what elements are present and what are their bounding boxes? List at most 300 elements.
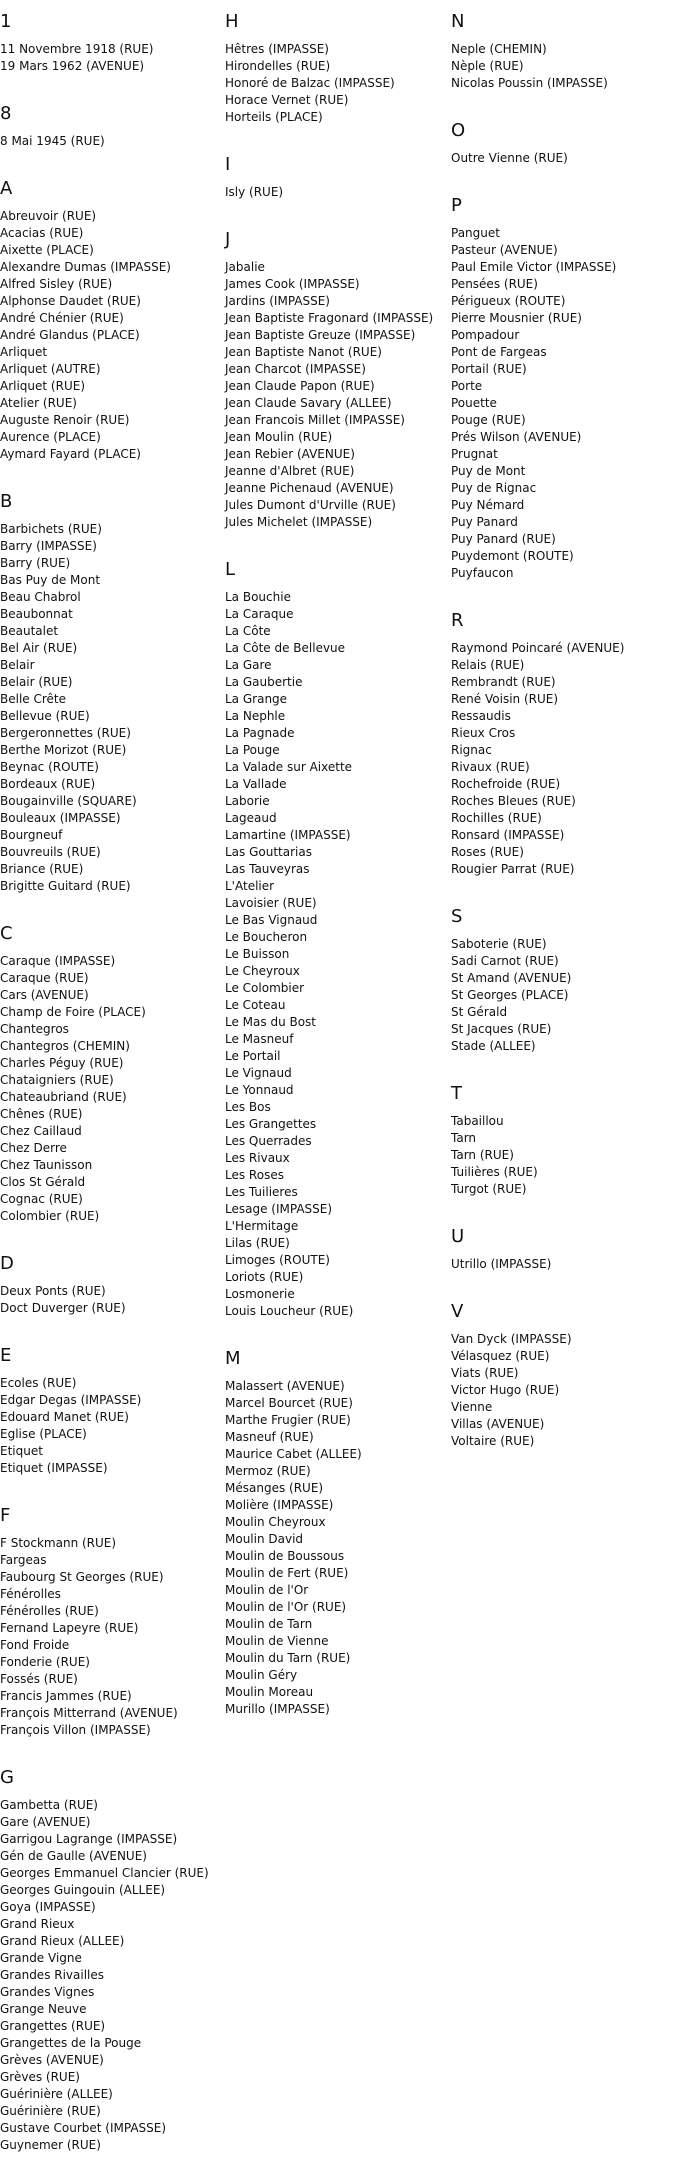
street-name: Saboterie (RUE) bbox=[451, 937, 547, 951]
street-name: Puyfaucon bbox=[451, 566, 514, 580]
street-name: 19 Mars 1962 (AVENUE) bbox=[0, 59, 145, 73]
street-name: Murillo (IMPASSE) bbox=[225, 1702, 330, 1716]
street-name: Chantegros bbox=[0, 1022, 69, 1036]
street-name: Paul Emile Victor (IMPASSE) bbox=[451, 260, 617, 274]
street-name: Puy Némard bbox=[451, 498, 525, 512]
street-name: Horteils (PLACE) bbox=[225, 110, 323, 124]
letter-section bbox=[225, 0, 450, 126]
street-list bbox=[225, 259, 450, 531]
street-name: Lageaud bbox=[225, 811, 277, 825]
section-letter-heading: D bbox=[0, 1253, 14, 1274]
street-name: La Caraque bbox=[225, 607, 294, 621]
street-name: Puy de Rignac bbox=[451, 481, 537, 495]
street-name: Voltaire (RUE) bbox=[451, 1434, 535, 1448]
street-name: Puy Panard bbox=[451, 515, 518, 529]
street-name: Beaubonnat bbox=[0, 607, 73, 621]
street-name: Beynac (ROUTE) bbox=[0, 760, 99, 774]
street-name: Bourgneuf bbox=[0, 828, 63, 842]
street-name: Fond Froide bbox=[0, 1638, 70, 1652]
street-name: Le Boucheron bbox=[225, 930, 308, 944]
street-list bbox=[0, 521, 222, 895]
street-name: Caraque (IMPASSE) bbox=[0, 954, 116, 968]
street-name: Vélasquez (RUE) bbox=[451, 1349, 550, 1363]
street-column-3 bbox=[451, 0, 675, 1467]
street-name: Chataigniers (RUE) bbox=[0, 1073, 114, 1087]
street-name: Tarn bbox=[451, 1131, 477, 1145]
section-letter-heading: R bbox=[451, 610, 464, 631]
street-name: Viats (RUE) bbox=[451, 1366, 519, 1380]
street-name: Georges Guingouin (ALLEE) bbox=[0, 1883, 166, 1897]
street-list bbox=[451, 150, 675, 167]
section-letter-heading: G bbox=[0, 1767, 14, 1788]
street-name: Guérinière (ALLEE) bbox=[0, 2087, 113, 2101]
street-name: Molière (IMPASSE) bbox=[225, 1498, 334, 1512]
street-name: Les Rivaux bbox=[225, 1151, 290, 1165]
street-name: Etiquet bbox=[0, 1444, 43, 1458]
street-name: Jean Rebier (AVENUE) bbox=[225, 447, 355, 461]
street-column-2 bbox=[225, 0, 450, 1735]
street-name: Gare (AVENUE) bbox=[0, 1815, 91, 1829]
street-name: Faubourg St Georges (RUE) bbox=[0, 1570, 164, 1584]
street-name: La Côte de Bellevue bbox=[225, 641, 346, 655]
street-name: St Georges (PLACE) bbox=[451, 988, 569, 1002]
letter-section bbox=[451, 0, 675, 92]
section-letter-heading: T bbox=[451, 1083, 462, 1104]
section-letter-heading: A bbox=[0, 178, 13, 199]
street-name: Ressaudis bbox=[451, 709, 511, 723]
street-name: Turgot (RUE) bbox=[451, 1182, 527, 1196]
street-name: François Mitterrand (AVENUE) bbox=[0, 1706, 178, 1720]
section-letter-heading: B bbox=[0, 491, 13, 512]
street-name: Bouleaux (IMPASSE) bbox=[0, 811, 121, 825]
street-name: Pensées (RUE) bbox=[451, 277, 538, 291]
street-name: La Pouge bbox=[225, 743, 280, 757]
street-name: La Vallade bbox=[225, 777, 287, 791]
letter-section bbox=[0, 912, 222, 1225]
street-list bbox=[451, 225, 675, 582]
street-name: La Gare bbox=[225, 658, 272, 672]
street-name: Moulin de Fert (RUE) bbox=[225, 1566, 349, 1580]
street-name: Roches Bleues (RUE) bbox=[451, 794, 576, 808]
street-name: Eglise (PLACE) bbox=[0, 1427, 87, 1441]
street-name: Hirondelles (RUE) bbox=[225, 59, 331, 73]
letter-section bbox=[451, 1290, 675, 1450]
street-name: Le Buisson bbox=[225, 947, 290, 961]
street-name: Hêtres (IMPASSE) bbox=[225, 42, 329, 56]
section-letter-heading: V bbox=[451, 1301, 464, 1322]
street-name: Lamartine (IMPASSE) bbox=[225, 828, 351, 842]
street-name: Belle Crête bbox=[0, 692, 66, 706]
street-name: Roses (RUE) bbox=[451, 845, 524, 859]
street-name: Grèves (AVENUE) bbox=[0, 2053, 104, 2067]
section-letter-heading: E bbox=[0, 1345, 12, 1366]
street-name: Etiquet (IMPASSE) bbox=[0, 1461, 108, 1475]
street-name: Jean Francois Millet (IMPASSE) bbox=[225, 413, 405, 427]
section-letter-heading: O bbox=[451, 120, 466, 141]
street-name: Abreuvoir (RUE) bbox=[0, 209, 97, 223]
street-name: Honoré de Balzac (IMPASSE) bbox=[225, 76, 395, 90]
street-name: Moulin de l'Or bbox=[225, 1583, 309, 1597]
street-name: Bel Air (RUE) bbox=[0, 641, 78, 655]
street-name: Isly (RUE) bbox=[225, 185, 284, 199]
street-name: Louis Loucheur (RUE) bbox=[225, 1304, 354, 1318]
street-name: Mésanges (RUE) bbox=[225, 1481, 324, 1495]
street-name: Garrigou Lagrange (IMPASSE) bbox=[0, 1832, 178, 1846]
street-name: Panguet bbox=[451, 226, 500, 240]
street-name: Berthe Morizot (RUE) bbox=[0, 743, 127, 757]
street-name: Goya (IMPASSE) bbox=[0, 1900, 96, 1914]
street-name: Gustave Courbet (IMPASSE) bbox=[0, 2121, 167, 2135]
letter-section bbox=[0, 167, 222, 463]
letter-section bbox=[225, 548, 450, 1320]
section-letter-heading: I bbox=[225, 154, 231, 175]
street-name: Utrillo (IMPASSE) bbox=[451, 1257, 552, 1271]
letter-section bbox=[451, 1072, 675, 1198]
street-name: Moulin de Vienne bbox=[225, 1634, 329, 1648]
letter-section bbox=[0, 1494, 222, 1739]
street-name: Le Masneuf bbox=[225, 1032, 294, 1046]
street-name: Rignac bbox=[451, 743, 492, 757]
street-name: Chez Taunisson bbox=[0, 1158, 93, 1172]
street-name: La Pagnade bbox=[225, 726, 295, 740]
street-name: Francis Jammes (RUE) bbox=[0, 1689, 132, 1703]
street-name: La Bouchie bbox=[225, 590, 291, 604]
section-letter-heading: S bbox=[451, 906, 463, 927]
street-name: Rembrandt (RUE) bbox=[451, 675, 556, 689]
street-name: Guérinière (RUE) bbox=[0, 2104, 101, 2118]
street-name: François Villon (IMPASSE) bbox=[0, 1723, 151, 1737]
street-name: Rochefroide (RUE) bbox=[451, 777, 561, 791]
street-name: Moulin du Tarn (RUE) bbox=[225, 1651, 351, 1665]
street-name: Arliquet (RUE) bbox=[0, 379, 86, 393]
street-name: Jardins (IMPASSE) bbox=[225, 294, 330, 308]
street-list bbox=[0, 953, 222, 1225]
street-name: La Grange bbox=[225, 692, 288, 706]
street-name: Belair (RUE) bbox=[0, 675, 73, 689]
street-name: Puy Panard (RUE) bbox=[451, 532, 556, 546]
street-name: La Nephle bbox=[225, 709, 286, 723]
street-name: Rivaux (RUE) bbox=[451, 760, 530, 774]
street-name: Sadi Carnot (RUE) bbox=[451, 954, 559, 968]
street-name: Prugnat bbox=[451, 447, 498, 461]
street-name: Pouette bbox=[451, 396, 497, 410]
street-name: Fernand Lapeyre (RUE) bbox=[0, 1621, 139, 1635]
street-name: Deux Ponts (RUE) bbox=[0, 1284, 106, 1298]
street-name: Grange Neuve bbox=[0, 2002, 87, 2016]
street-name: Aymard Fayard (PLACE) bbox=[0, 447, 141, 461]
street-name: Jean Baptiste Nanot (RUE) bbox=[225, 345, 382, 359]
street-name: Barry (IMPASSE) bbox=[0, 539, 97, 553]
street-list bbox=[451, 41, 675, 92]
street-list bbox=[0, 1797, 222, 2154]
letter-section bbox=[451, 184, 675, 582]
street-name: Neple (CHEMIN) bbox=[451, 42, 547, 56]
street-name: Gambetta (RUE) bbox=[0, 1798, 98, 1812]
street-name: Mermoz (RUE) bbox=[225, 1464, 311, 1478]
street-name: Colombier (RUE) bbox=[0, 1209, 100, 1223]
street-list bbox=[0, 41, 222, 75]
street-name: Tuilières (RUE) bbox=[451, 1165, 538, 1179]
street-name: Losmonerie bbox=[225, 1287, 295, 1301]
street-name: Victor Hugo (RUE) bbox=[451, 1383, 560, 1397]
street-name: Barbichets (RUE) bbox=[0, 522, 102, 536]
street-name: Chez Derre bbox=[0, 1141, 67, 1155]
street-name: 11 Novembre 1918 (RUE) bbox=[0, 42, 154, 56]
street-name: Cars (AVENUE) bbox=[0, 988, 89, 1002]
street-name: Bellevue (RUE) bbox=[0, 709, 90, 723]
letter-section bbox=[225, 218, 450, 531]
street-name: Aixette (PLACE) bbox=[0, 243, 94, 257]
section-letter-heading: H bbox=[225, 11, 239, 32]
street-name: Les Bos bbox=[225, 1100, 271, 1114]
street-name: Ecoles (RUE) bbox=[0, 1376, 77, 1390]
street-name: Tarn (RUE) bbox=[451, 1148, 514, 1162]
street-name: Grandes Rivailles bbox=[0, 1968, 105, 1982]
street-name: Jabalie bbox=[225, 260, 265, 274]
section-letter-heading: U bbox=[451, 1226, 465, 1247]
street-name: Raymond Poincaré (AVENUE) bbox=[451, 641, 625, 655]
street-name: Jeanne d'Albret (RUE) bbox=[225, 464, 355, 478]
street-list bbox=[451, 1113, 675, 1198]
street-column-1 bbox=[0, 0, 222, 2171]
street-name: Les Querrades bbox=[225, 1134, 312, 1148]
street-list bbox=[451, 640, 675, 878]
street-list bbox=[0, 1283, 222, 1317]
street-name: Bas Puy de Mont bbox=[0, 573, 101, 587]
street-name: Marcel Bourcet (RUE) bbox=[225, 1396, 353, 1410]
letter-section bbox=[0, 0, 222, 75]
street-name: Loriots (RUE) bbox=[225, 1270, 304, 1284]
street-name: Lavoisier (RUE) bbox=[225, 896, 317, 910]
street-name: Les Grangettes bbox=[225, 1117, 317, 1131]
street-list bbox=[0, 1535, 222, 1739]
street-name: Alfred Sisley (RUE) bbox=[0, 277, 113, 291]
street-name: Arliquet bbox=[0, 345, 48, 359]
section-letter-heading: J bbox=[225, 229, 231, 250]
street-name: 8 Mai 1945 (RUE) bbox=[0, 134, 105, 148]
street-name: Le Vignaud bbox=[225, 1066, 292, 1080]
street-name: Lesage (IMPASSE) bbox=[225, 1202, 333, 1216]
section-letter-heading: N bbox=[451, 11, 465, 32]
street-name: Horace Vernet (RUE) bbox=[225, 93, 349, 107]
street-name: Gén de Gaulle (AVENUE) bbox=[0, 1849, 147, 1863]
street-name: Pasteur (AVENUE) bbox=[451, 243, 558, 257]
street-name: Nicolas Poussin (IMPASSE) bbox=[451, 76, 608, 90]
letter-section bbox=[451, 895, 675, 1055]
street-name: Grand Rieux bbox=[0, 1917, 75, 1931]
street-name: Pont de Fargeas bbox=[451, 345, 547, 359]
street-name: Bougainville (SQUARE) bbox=[0, 794, 137, 808]
letter-section bbox=[451, 1215, 675, 1273]
street-name: Les Tuilieres bbox=[225, 1185, 298, 1199]
street-name: Marthe Frugier (RUE) bbox=[225, 1413, 351, 1427]
street-name: Jean Charcot (IMPASSE) bbox=[225, 362, 366, 376]
street-list bbox=[225, 589, 450, 1320]
street-name: René Voisin (RUE) bbox=[451, 692, 559, 706]
street-name: Van Dyck (IMPASSE) bbox=[451, 1332, 572, 1346]
street-name: Le Colombier bbox=[225, 981, 305, 995]
section-letter-heading: L bbox=[225, 559, 236, 580]
street-name: Masneuf (RUE) bbox=[225, 1430, 314, 1444]
street-name: Cognac (RUE) bbox=[0, 1192, 83, 1206]
letter-section bbox=[451, 599, 675, 878]
street-list bbox=[0, 133, 222, 150]
section-letter-heading: C bbox=[0, 923, 13, 944]
street-name: Chez Caillaud bbox=[0, 1124, 82, 1138]
street-list bbox=[0, 1375, 222, 1477]
street-name: Le Yonnaud bbox=[225, 1083, 294, 1097]
street-list bbox=[225, 41, 450, 126]
street-name: Beau Chabrol bbox=[0, 590, 81, 604]
street-name: Moulin de Tarn bbox=[225, 1617, 313, 1631]
street-name: Jean Claude Papon (RUE) bbox=[225, 379, 375, 393]
street-name: F Stockmann (RUE) bbox=[0, 1536, 117, 1550]
street-name: Caraque (RUE) bbox=[0, 971, 89, 985]
street-name: Grandes Vignes bbox=[0, 1985, 95, 1999]
street-name: Grand Rieux (ALLEE) bbox=[0, 1934, 125, 1948]
street-name: Jean Claude Savary (ALLEE) bbox=[225, 396, 392, 410]
street-list bbox=[451, 1256, 675, 1273]
street-name: Charles Péguy (RUE) bbox=[0, 1056, 124, 1070]
street-name: Doct Duverger (RUE) bbox=[0, 1301, 126, 1315]
street-name: Bergeronnettes (RUE) bbox=[0, 726, 131, 740]
street-name: Fénérolles (RUE) bbox=[0, 1604, 99, 1618]
street-name: James Cook (IMPASSE) bbox=[225, 277, 360, 291]
street-name: Jules Michelet (IMPASSE) bbox=[225, 515, 373, 529]
street-name: Chênes (RUE) bbox=[0, 1107, 83, 1121]
street-name: La Gaubertie bbox=[225, 675, 303, 689]
street-name: Grèves (RUE) bbox=[0, 2070, 80, 2084]
street-name: Clos St Gérald bbox=[0, 1175, 86, 1189]
section-letter-heading: F bbox=[0, 1505, 11, 1526]
street-name: Le Mas du Bost bbox=[225, 1015, 317, 1029]
street-name: Fossés (RUE) bbox=[0, 1672, 78, 1686]
street-name: Edgar Degas (IMPASSE) bbox=[0, 1393, 142, 1407]
street-name: Pierre Mousnier (RUE) bbox=[451, 311, 582, 325]
street-name: Moulin de Boussous bbox=[225, 1549, 345, 1563]
street-name: L'Atelier bbox=[225, 879, 275, 893]
street-name: Jean Baptiste Fragonard (IMPASSE) bbox=[225, 311, 434, 325]
street-name: Edouard Manet (RUE) bbox=[0, 1410, 129, 1424]
section-letter-heading: M bbox=[225, 1348, 241, 1369]
street-name: Le Portail bbox=[225, 1049, 281, 1063]
street-name: Barry (RUE) bbox=[0, 556, 71, 570]
street-name: Jules Dumont d'Urville (RUE) bbox=[225, 498, 396, 512]
street-name: André Glandus (PLACE) bbox=[0, 328, 140, 342]
street-name: Bouvreuils (RUE) bbox=[0, 845, 101, 859]
section-letter-heading: P bbox=[451, 195, 462, 216]
street-name: La Valade sur Aixette bbox=[225, 760, 353, 774]
street-name: Alphonse Daudet (RUE) bbox=[0, 294, 141, 308]
street-list bbox=[225, 1378, 450, 1718]
street-name: La Côte bbox=[225, 624, 271, 638]
street-name: Chantegros (CHEMIN) bbox=[0, 1039, 130, 1053]
street-name: Puydemont (ROUTE) bbox=[451, 549, 574, 563]
street-name: Maurice Cabet (ALLEE) bbox=[225, 1447, 362, 1461]
street-name: Grangettes de la Pouge bbox=[0, 2036, 142, 2050]
street-name: Porte bbox=[451, 379, 483, 393]
street-name: Lilas (RUE) bbox=[225, 1236, 290, 1250]
street-name: Alexandre Dumas (IMPASSE) bbox=[0, 260, 171, 274]
street-name: Jean Moulin (RUE) bbox=[225, 430, 333, 444]
street-name: Pompadour bbox=[451, 328, 520, 342]
street-name: Atelier (RUE) bbox=[0, 396, 77, 410]
street-name: Briance (RUE) bbox=[0, 862, 84, 876]
street-name: André Chénier (RUE) bbox=[0, 311, 124, 325]
street-name: Le Coteau bbox=[225, 998, 286, 1012]
street-list bbox=[225, 184, 450, 201]
street-list bbox=[451, 936, 675, 1055]
street-name: Puy de Mont bbox=[451, 464, 526, 478]
street-name: L'Hermitage bbox=[225, 1219, 299, 1233]
street-name: Auguste Renoir (RUE) bbox=[0, 413, 130, 427]
street-list bbox=[0, 208, 222, 463]
street-name: Guynemer (RUE) bbox=[0, 2138, 101, 2152]
street-name: Moulin Cheyroux bbox=[225, 1515, 326, 1529]
letter-section bbox=[0, 480, 222, 895]
street-name: St Amand (AVENUE) bbox=[451, 971, 572, 985]
street-name: Las Tauveyras bbox=[225, 862, 310, 876]
street-name: Rochilles (RUE) bbox=[451, 811, 542, 825]
street-name: Outre Vienne (RUE) bbox=[451, 151, 568, 165]
street-name: Stade (ALLEE) bbox=[451, 1039, 536, 1053]
street-name: Grande Vigne bbox=[0, 1951, 82, 1965]
street-name: Limoges (ROUTE) bbox=[225, 1253, 330, 1267]
street-name: St Jacques (RUE) bbox=[451, 1022, 552, 1036]
letter-section bbox=[0, 1756, 222, 2154]
street-name: Villas (AVENUE) bbox=[451, 1417, 545, 1431]
street-name: Ronsard (IMPASSE) bbox=[451, 828, 565, 842]
street-name: Beautalet bbox=[0, 624, 59, 638]
street-name: Rieux Cros bbox=[451, 726, 516, 740]
street-name: Tabaillou bbox=[451, 1114, 504, 1128]
street-name: Rougier Parrat (RUE) bbox=[451, 862, 575, 876]
street-name: Belair bbox=[0, 658, 35, 672]
street-name: Chateaubriand (RUE) bbox=[0, 1090, 127, 1104]
street-name: Pouge (RUE) bbox=[451, 413, 526, 427]
street-name: Périgueux (ROUTE) bbox=[451, 294, 566, 308]
street-list bbox=[451, 1331, 675, 1450]
street-name: Fénérolles bbox=[0, 1587, 61, 1601]
street-name: Brigitte Guitard (RUE) bbox=[0, 879, 131, 893]
street-name: Jean Baptiste Greuze (IMPASSE) bbox=[225, 328, 416, 342]
section-letter-heading: 8 bbox=[0, 103, 12, 124]
street-name: Le Cheyroux bbox=[225, 964, 300, 978]
street-name: Champ de Foire (PLACE) bbox=[0, 1005, 146, 1019]
letter-section bbox=[0, 1242, 222, 1317]
street-name: Portail (RUE) bbox=[451, 362, 527, 376]
street-name: St Gérald bbox=[451, 1005, 508, 1019]
street-name: Fargeas bbox=[0, 1553, 47, 1567]
street-name: Jeanne Pichenaud (AVENUE) bbox=[225, 481, 394, 495]
section-letter-heading: 1 bbox=[0, 11, 12, 32]
street-name: Bordeaux (RUE) bbox=[0, 777, 96, 791]
street-name: Las Gouttarias bbox=[225, 845, 312, 859]
street-name: Vienne bbox=[451, 1400, 493, 1414]
street-name: Les Roses bbox=[225, 1168, 284, 1182]
street-name: Nèple (RUE) bbox=[451, 59, 524, 73]
street-name: Moulin Géry bbox=[225, 1668, 298, 1682]
street-name: Aurence (PLACE) bbox=[0, 430, 101, 444]
street-name: Fonderie (RUE) bbox=[0, 1655, 90, 1669]
street-name: Le Bas Vignaud bbox=[225, 913, 318, 927]
street-name: Moulin Moreau bbox=[225, 1685, 314, 1699]
street-name: Georges Emmanuel Clancier (RUE) bbox=[0, 1866, 209, 1880]
street-name: Moulin de l'Or (RUE) bbox=[225, 1600, 347, 1614]
letter-section bbox=[0, 1334, 222, 1477]
street-name: Malassert (AVENUE) bbox=[225, 1379, 345, 1393]
street-name: Acacias (RUE) bbox=[0, 226, 84, 240]
